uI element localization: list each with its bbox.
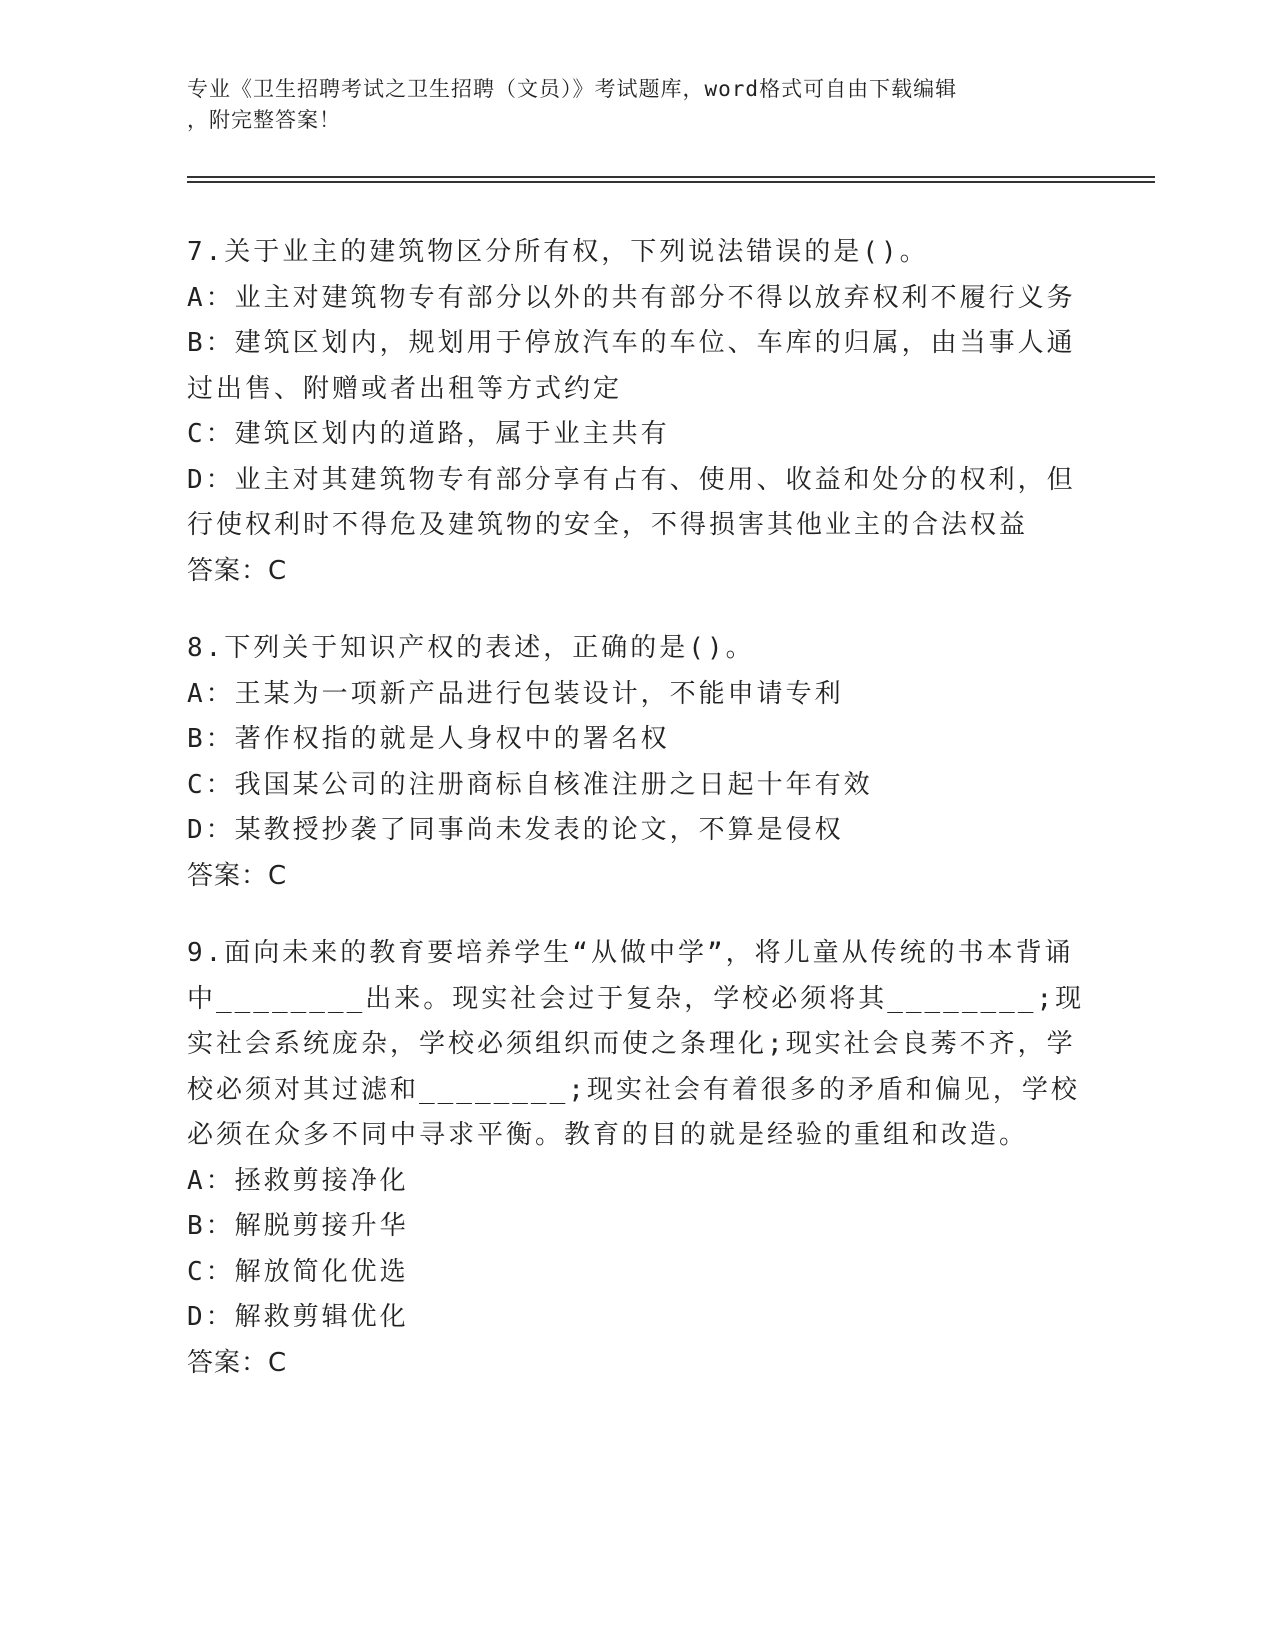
question-stem: 7.关于业主的建筑物区分所有权，下列说法错误的是()。 (187, 237, 929, 267)
option-b: B：建筑区划内，规划用于停放汽车的车位、车库的归属，由当事人通过出售、附赠或者出租等方式约定 (187, 328, 1076, 404)
answer: 答案：C (187, 1347, 288, 1378)
question-stem: 8.下列关于知识产权的表述，正确的是()。 (187, 633, 755, 663)
question-9 (187, 931, 1087, 1386)
header-divider-top (187, 176, 1155, 178)
option-c: C：我国某公司的注册商标自核准注册之日起十年有效 (187, 769, 873, 800)
answer: 答案：C (187, 555, 288, 586)
question-7 (187, 230, 1087, 594)
header-line-2: ，附完整答案！ (187, 108, 341, 132)
option-d: D：业主对其建筑物专有部分享有占有、使用、收益和处分的权利，但行使权利时不得危及建筑物的安全，不得损害其他业主的合法权益 (187, 464, 1076, 540)
question-8 (187, 626, 1087, 899)
option-d: D：某教授抄袭了同事尚未发表的论文，不算是侵权 (187, 815, 844, 845)
option-a: A：拯救剪接净化 (187, 1165, 409, 1196)
option-d: D：解救剪辑优化 (187, 1302, 409, 1332)
question-stem: 9.面向未来的教育要培养学生“从做中学”，将儿童从传统的书本背诵中________出来。现实社会过于复杂，学校必须将其________;现实社会系统庞杂，学校必须组织而使之条理化;现实社会良莠不齐，学校必须对其过滤和________;现实社会有着很多的矛盾和偏见，学校必须在众多不同中寻求平衡。教育的目的就是经验的重组和改造。 (187, 938, 1085, 1150)
question-list (187, 230, 1087, 1418)
header-divider-bottom (187, 181, 1155, 183)
option-a: A：业主对建筑物专有部分以外的共有部分不得以放弃权利不履行义务 (187, 282, 1076, 313)
header-line-1: 专业《卫生招聘考试之卫生招聘（文员）》考试题库，word格式可自由下载编辑 (187, 77, 958, 101)
option-c: C：建筑区划内的道路，属于业主共有 (187, 419, 670, 449)
option-a: A：王某为一项新产品进行包装设计，不能申请专利 (187, 678, 844, 709)
answer: 答案：C (187, 860, 288, 891)
option-b: B：解脱剪接升华 (187, 1211, 409, 1241)
option-b: B：著作权指的就是人身权中的署名权 (187, 724, 670, 754)
document-header (187, 74, 1067, 136)
option-c: C：解放简化优选 (187, 1256, 409, 1287)
